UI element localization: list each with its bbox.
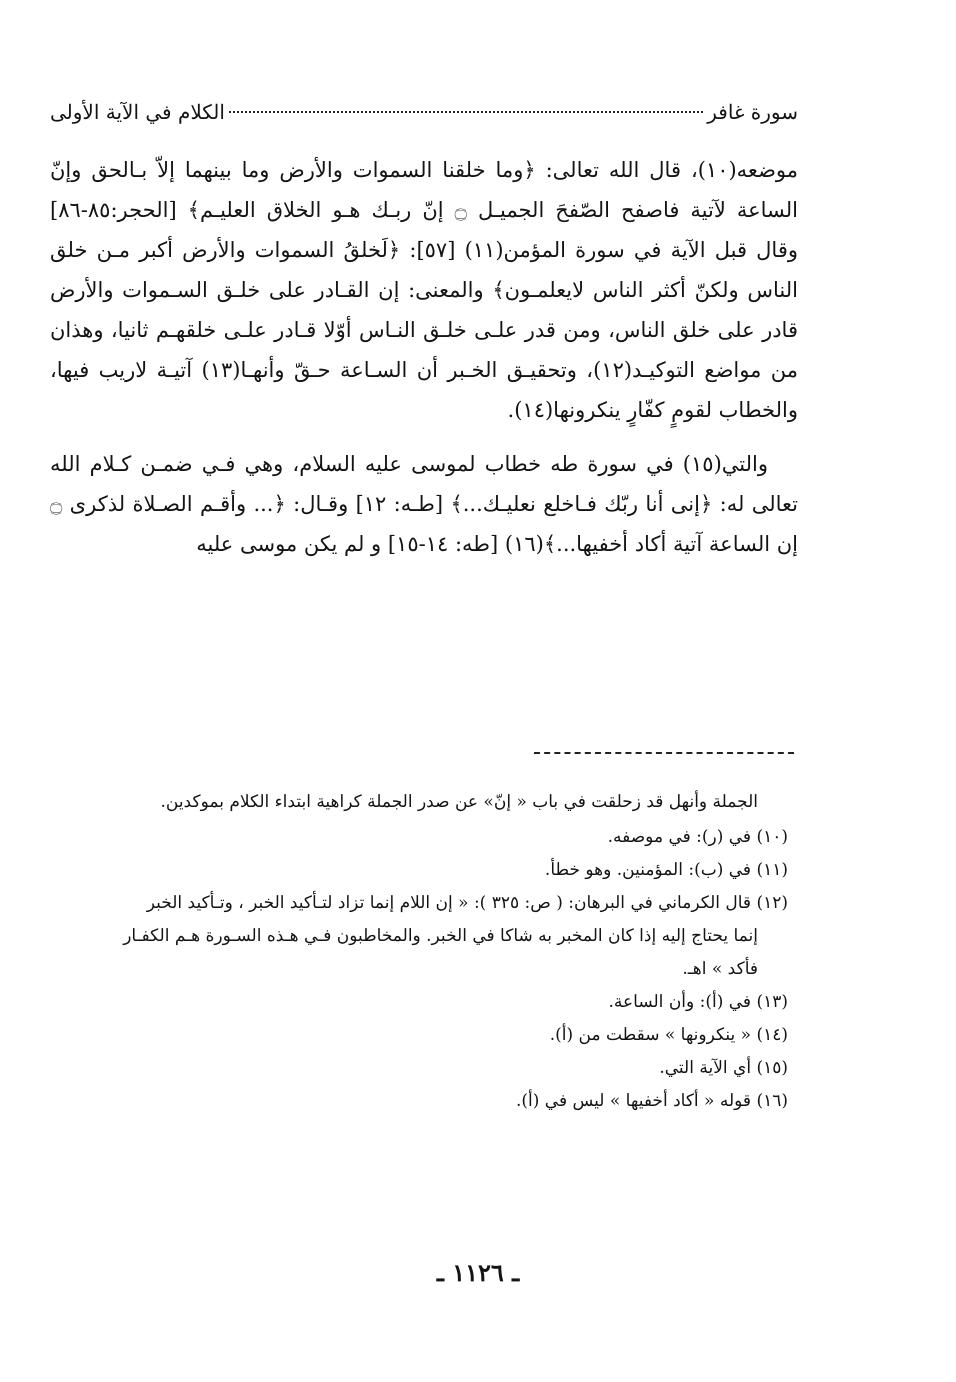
main-text bbox=[50, 150, 798, 564]
running-header bbox=[50, 98, 798, 126]
footnote-13: (١٣) في (أ): وأن الساعة. bbox=[608, 992, 788, 1012]
footnote-12: (١٢) قال الكرماني في البرهان: ( ص: ٣٢٥ ): « إن اللام إنما تزاد لتـأكيد الخبر ، وتـأكيد الخبر bbox=[146, 893, 788, 913]
paragraph-1: موضعه(١٠)، قال الله تعالى: ﴿وما خلقنا السموات والأرض وما بينهما إلاّ بـالحق وإنّ الساعة لآتية فاصفح الصّفحَ الجميـل ۝ إنّ ربـك هـو الخلاق العليـم﴾ [الحجر:٨٥-٨٦] وقال قبل الآية في سورة المؤمن(١١) [٥٧]: ﴿لَخلقُ السموات والأرض أكبر مـن خلق الناس ولكنّ أكثر الناس لايعلمـون﴾ والمعنى: إن القـادر على خلـق السـموات والأرض قادر على خلق الناس، ومن قدر علـى خلـق النـاس أوّلا قـادر علـى خلقهـم ثانيا، وهذان من مواضع التوكيـد(١٢)، وتحقيـق الخـبر أن السـاعة حـقّ وأنهـا(١٣) آتيـة لاريب فيها، والخطاب لقومٍ كفّارٍ ينكرونها(١٤). bbox=[50, 158, 799, 422]
paragraph-2: والتي(١٥) في سورة طه خطاب لموسى عليه السلام، وهي فـي ضمـن كـلام الله تعالى له: ﴿إنى أنا ربّك فـاخلع نعليـك...﴾ [طـه: ١٢] وقـال: ﴿... وأقـم الصـلاة لذكرى ۝ إن الساعة آتية أكاد أخفيها...﴾(١٦) [طه: ١٤-١٥] و لم يكن موسى عليه bbox=[50, 452, 798, 556]
page-number: ـ ١١٢٦ ـ bbox=[436, 1258, 520, 1287]
footnote-11: (١١) في (ب): المؤمنين. وهو خطأ. bbox=[544, 860, 788, 880]
footnote-14: (١٤) « ينكرونها » سقطت من (أ). bbox=[549, 1025, 788, 1045]
footnote-continuation: الجملة وأنهل قد زحلقت في باب « إنّ» عن صدر الجملة كراهية ابتداء الكلام بموكدين. bbox=[160, 792, 758, 812]
footnote-12-line-3: فأكد » اهـ. bbox=[682, 959, 758, 979]
footnote-separator bbox=[534, 752, 794, 754]
header-section: الكلام في الآية الأولى bbox=[50, 100, 225, 124]
footnote-15: (١٥) أي الآية التي. bbox=[659, 1058, 788, 1078]
footnote-10: (١٠) في (ر): في موصفه. bbox=[607, 827, 788, 847]
header-surah: سورة غافر bbox=[707, 100, 798, 124]
footnote-16: (١٦) قوله « أكاد أخفيها » ليس في (أ). bbox=[516, 1091, 788, 1111]
footnotes bbox=[50, 786, 798, 1118]
header-dot-leader bbox=[229, 111, 703, 113]
footnote-12-line-2: إنما يحتاج إليه إذا كان المخبر به شاكا في الخبر. والمخاطبون فـي هـذه السـورة هـم الكفـار bbox=[123, 926, 758, 946]
